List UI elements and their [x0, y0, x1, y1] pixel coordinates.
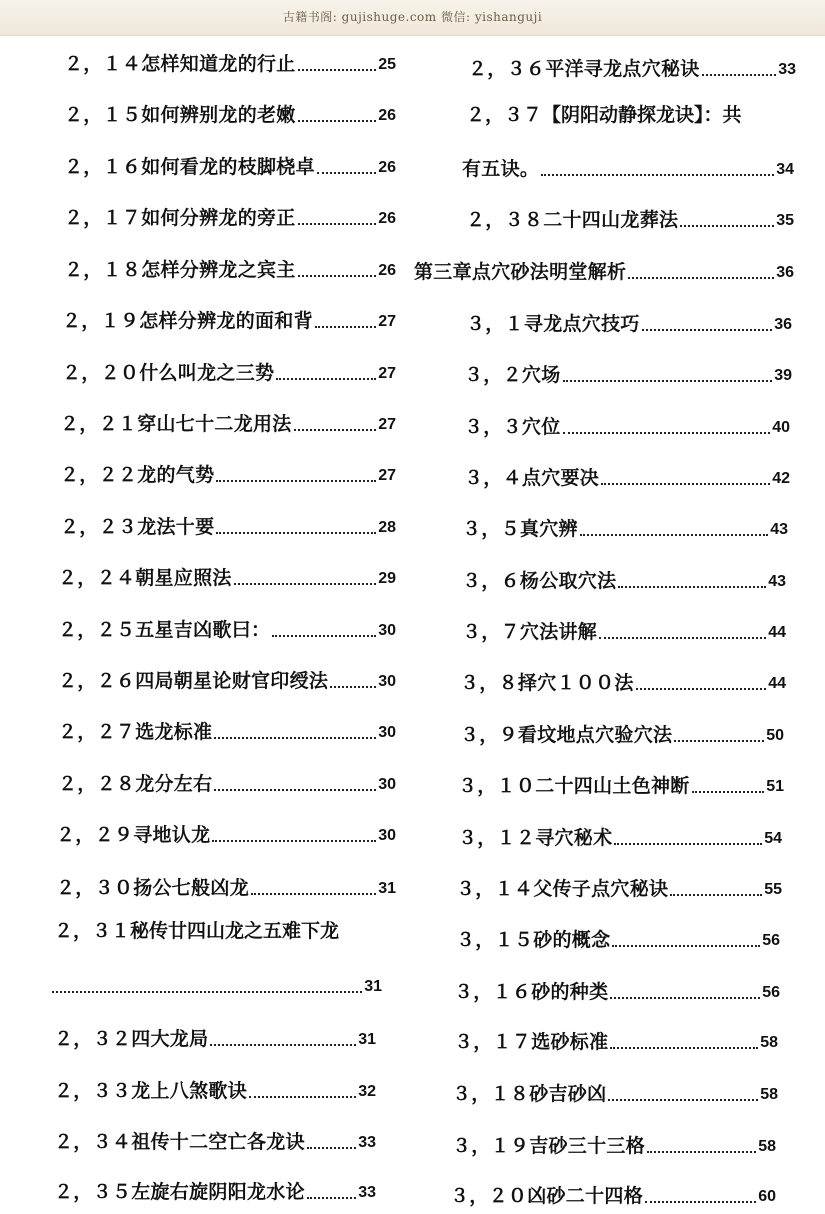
toc-entry-title: ３，２０凶砂二十四格 — [450, 1185, 644, 1207]
toc-entry[interactable] — [52, 962, 382, 998]
toc-entry-page-number: 27 — [378, 467, 396, 484]
dot-leader — [541, 174, 774, 176]
dot-leader — [563, 432, 771, 434]
toc-entry[interactable] — [54, 1015, 376, 1051]
dot-leader — [580, 534, 768, 536]
toc-entry-page-number: 33 — [778, 61, 796, 78]
dot-leader — [610, 1047, 758, 1049]
toc-entry-title: ３，１０二十四山土色神断 — [458, 775, 690, 797]
toc-entry[interactable] — [54, 1118, 376, 1154]
toc-entry-page-number: 36 — [774, 316, 792, 333]
dot-leader — [249, 1096, 356, 1098]
toc-entry[interactable] — [54, 1168, 376, 1204]
toc-entry-page-number: 44 — [768, 675, 786, 692]
dot-leader — [234, 583, 377, 585]
toc-entry[interactable] — [454, 968, 780, 1004]
dot-leader — [599, 637, 766, 639]
toc-entry-page-number: 34 — [776, 161, 794, 178]
toc-entry-title: ２，２９寻地认龙 — [56, 824, 211, 846]
toc-entry-page-number: 27 — [378, 365, 396, 382]
toc-entry-title: ２，２１穿山七十二龙用法 — [60, 413, 292, 435]
toc-entry-page-number: 31 — [364, 978, 382, 995]
toc-entry-title: ３，１５砂的概念 — [456, 929, 611, 951]
toc-entry-title: ２，３８二十四山龙葬法 — [466, 209, 679, 231]
toc-entry[interactable] — [468, 45, 796, 81]
toc-entry[interactable] — [54, 1067, 376, 1103]
toc-entry-page-number: 30 — [378, 724, 396, 741]
toc-entry[interactable] — [464, 454, 790, 490]
dot-leader — [307, 1147, 356, 1149]
toc-entry-title: ２，３２四大龙局 — [54, 1028, 209, 1050]
dot-leader — [628, 277, 774, 279]
toc-entry-title: ２，２０什么叫龙之三势 — [62, 362, 275, 384]
toc-entry-page-number: 26 — [378, 210, 396, 227]
toc-entry-page-number: 35 — [776, 212, 794, 229]
toc-entry[interactable] — [462, 145, 794, 181]
dot-leader — [702, 74, 777, 76]
dot-leader — [612, 945, 760, 947]
toc-entry[interactable] — [466, 300, 792, 336]
toc-entry-title: ３，３穴位 — [464, 416, 561, 438]
toc-entry-title: ２，３０扬公七般凶龙 — [56, 877, 250, 899]
toc-entry-title-wrapped[interactable]: ２，３１秘传廿四山龙之五难下龙 — [54, 920, 340, 942]
toc-entry-page-number: 28 — [378, 519, 396, 536]
toc-entry[interactable] — [56, 811, 396, 847]
toc-entry-page-number: 55 — [764, 881, 782, 898]
toc-entry[interactable] — [58, 657, 396, 693]
toc-entry-page-number: 32 — [358, 1083, 376, 1100]
toc-entry[interactable] — [58, 760, 396, 796]
toc-entry-title: ３，８择穴１００法 — [460, 672, 634, 694]
toc-entry-page-number: 30 — [378, 827, 396, 844]
dot-leader — [251, 893, 376, 895]
toc-entry[interactable] — [456, 865, 782, 901]
toc-entry-page-number: 60 — [758, 1188, 776, 1205]
toc-entry-page-number: 42 — [772, 470, 790, 487]
toc-entry-page-number: 30 — [378, 622, 396, 639]
toc-entry[interactable] — [64, 246, 396, 282]
toc-entry-page-number: 26 — [378, 262, 396, 279]
toc-entry-title: ３，５真穴辨 — [462, 518, 578, 540]
toc-entry[interactable] — [450, 1172, 776, 1208]
toc-entry-title: ２，１９怎样分辨龙的面和背 — [62, 310, 313, 332]
toc-entry-page-number: 26 — [378, 107, 396, 124]
toc-entry[interactable] — [58, 606, 396, 642]
toc-entry-title: ２，３３龙上八煞歌诀 — [54, 1080, 248, 1102]
dot-leader — [216, 480, 376, 482]
toc-entry-page-number: 26 — [378, 159, 396, 176]
toc-entry[interactable] — [458, 762, 784, 798]
toc-entry-page-number: 30 — [378, 673, 396, 690]
toc-entry-page-number: 54 — [764, 830, 782, 847]
toc-entry[interactable] — [460, 711, 784, 747]
toc-entry[interactable] — [62, 297, 396, 333]
toc-entry[interactable] — [64, 91, 396, 127]
dot-leader — [608, 1099, 758, 1101]
toc-entry-title: ２，２２龙的气势 — [60, 464, 215, 486]
toc-entry[interactable] — [56, 864, 396, 900]
toc-entry-title: ３，２穴场 — [464, 364, 561, 386]
toc-entry-title: ２，３６平洋寻龙点穴秘诀 — [468, 58, 700, 80]
toc-entry-page-number: 43 — [770, 521, 788, 538]
dot-leader — [214, 789, 376, 791]
toc-entry[interactable] — [462, 608, 786, 644]
toc-entry-title: ２，１７如何分辨龙的旁正 — [64, 207, 296, 229]
toc-entry[interactable] — [64, 143, 396, 179]
toc-entry-title: ３，１９吉砂三十三格 — [452, 1135, 646, 1157]
toc-entry-title: ３，９看坟地点穴验穴法 — [460, 724, 673, 746]
dot-leader — [610, 997, 760, 999]
toc-entry-page-number: 58 — [758, 1138, 776, 1155]
dot-leader — [563, 380, 773, 382]
toc-entry[interactable] — [458, 814, 782, 850]
toc-entry[interactable] — [60, 503, 396, 539]
dot-leader — [618, 586, 766, 588]
toc-entry-title: ２，２５五星吉凶歌曰： — [58, 619, 271, 641]
toc-entry-page-number: 36 — [776, 264, 794, 281]
toc-entry-title: ２，１５如何辨别龙的老嫩 — [64, 104, 296, 126]
toc-entry[interactable] — [58, 554, 396, 590]
toc-entry-title: ２，１８怎样分辨龙之宾主 — [64, 259, 296, 281]
dot-leader — [680, 225, 774, 227]
dot-leader — [210, 1044, 356, 1046]
dot-leader — [636, 688, 767, 690]
toc-entry[interactable] — [64, 40, 396, 76]
toc-entry[interactable] — [456, 916, 780, 952]
toc-entry[interactable] — [462, 557, 786, 593]
top-banner — [0, 0, 825, 36]
toc-entry-page-number: 29 — [378, 570, 396, 587]
toc-entry-title: ３，７穴法讲解 — [462, 621, 598, 643]
toc-entry[interactable] — [462, 505, 788, 541]
dot-leader — [214, 737, 376, 739]
toc-entry-page-number: 56 — [762, 932, 780, 949]
toc-entry[interactable] — [60, 400, 396, 436]
dot-leader — [642, 329, 773, 331]
toc-entry-page-number: 51 — [766, 778, 784, 795]
toc-entry-page-number: 40 — [772, 419, 790, 436]
toc-entry-page-number: 30 — [378, 776, 396, 793]
toc-entry-title: 有五诀。 — [462, 158, 540, 180]
toc-entry-page-number: 33 — [358, 1184, 376, 1201]
dot-leader — [298, 275, 377, 277]
toc-entry-page-number: 56 — [762, 984, 780, 1001]
toc-entry-title: ３，１４父传子点穴秘诀 — [456, 878, 669, 900]
toc-entry-title: ３，１６砂的种类 — [454, 981, 609, 1003]
toc-entry[interactable] — [58, 708, 396, 744]
dot-leader — [276, 378, 376, 380]
dot-leader — [294, 429, 377, 431]
dot-leader — [298, 120, 377, 122]
dot-leader — [692, 791, 765, 793]
toc-entry-page-number: 27 — [378, 313, 396, 330]
toc-entry[interactable] — [60, 451, 396, 487]
toc-entry-title: ２，２６四局朝星论财官印绶法 — [58, 670, 329, 692]
toc-entry-title: ３，６杨公取穴法 — [462, 570, 617, 592]
toc-entry-title-wrapped[interactable]: ２，３７【阴阳动静探龙诀】：共 — [466, 104, 742, 126]
dot-leader — [614, 843, 762, 845]
toc-entry-title: ２，１６如何看龙的枝脚桡卓 — [64, 156, 315, 178]
toc-entry[interactable] — [62, 349, 396, 385]
toc-entry-page-number: 58 — [760, 1034, 778, 1051]
dot-leader — [298, 69, 377, 71]
dot-leader — [272, 635, 376, 637]
toc-entry-title: ３，１寻龙点穴技巧 — [466, 313, 640, 335]
dot-leader — [601, 483, 770, 485]
toc-entry-title: ３，１２寻穴秘术 — [458, 827, 613, 849]
toc-entry[interactable] — [452, 1122, 776, 1158]
toc-entry[interactable] — [64, 194, 396, 230]
toc-entry[interactable] — [464, 351, 792, 387]
toc-entry-title: ３，１８砂吉砂凶 — [452, 1083, 607, 1105]
toc-entry-title: ３，１７选砂标准 — [454, 1031, 609, 1053]
toc-entry-title: ２，３５左旋右旋阴阳龙水论 — [54, 1181, 305, 1203]
toc-entry-page-number: 31 — [378, 880, 396, 897]
dot-leader — [307, 1197, 356, 1199]
dot-leader — [647, 1151, 756, 1153]
toc-entry-title: ２，２３龙法十要 — [60, 516, 215, 538]
toc-entry-title: ２，２４朝星应照法 — [58, 567, 232, 589]
toc-entry-title: 第三章点穴砂法明堂解析 — [414, 261, 627, 283]
dot-leader — [298, 223, 377, 225]
toc-entry-page-number: 44 — [768, 624, 786, 641]
toc-entry-title: ２，３４祖传十二空亡各龙诀 — [54, 1131, 305, 1153]
toc-entry[interactable] — [464, 403, 790, 439]
toc-entry-title: ２，２７选龙标准 — [58, 721, 213, 743]
toc-entry-title: ２，１４怎样知道龙的行止 — [64, 53, 296, 75]
dot-leader — [330, 686, 376, 688]
dot-leader — [670, 894, 762, 896]
toc-entry-page-number: 31 — [358, 1031, 376, 1048]
dot-leader — [317, 172, 376, 174]
toc-entry[interactable] — [454, 1018, 778, 1054]
dot-leader — [216, 532, 376, 534]
toc-entry-page-number: 58 — [760, 1086, 778, 1103]
dot-leader — [212, 840, 376, 842]
toc-entry[interactable] — [452, 1070, 778, 1106]
toc-entry[interactable] — [460, 659, 786, 695]
toc-entry-page-number: 50 — [766, 727, 784, 744]
dot-leader — [645, 1201, 756, 1203]
toc-entry-page-number: 39 — [774, 367, 792, 384]
toc-entry-title: ２，２８龙分左右 — [58, 773, 213, 795]
dot-leader — [674, 740, 764, 742]
toc-entry[interactable] — [466, 196, 794, 232]
toc-chapter-entry[interactable] — [414, 248, 794, 284]
toc-entry-page-number: 25 — [378, 56, 396, 73]
dot-leader — [52, 991, 362, 993]
toc-entry-page-number: 43 — [768, 573, 786, 590]
toc-entry-title: ３，４点穴要决 — [464, 467, 600, 489]
watermark-text: 古籍书阁: gujishuge.com 微信: yishanguji — [282, 10, 543, 24]
toc-entry-page-number: 33 — [358, 1134, 376, 1151]
dot-leader — [315, 326, 376, 328]
toc-entry-page-number: 27 — [378, 416, 396, 433]
